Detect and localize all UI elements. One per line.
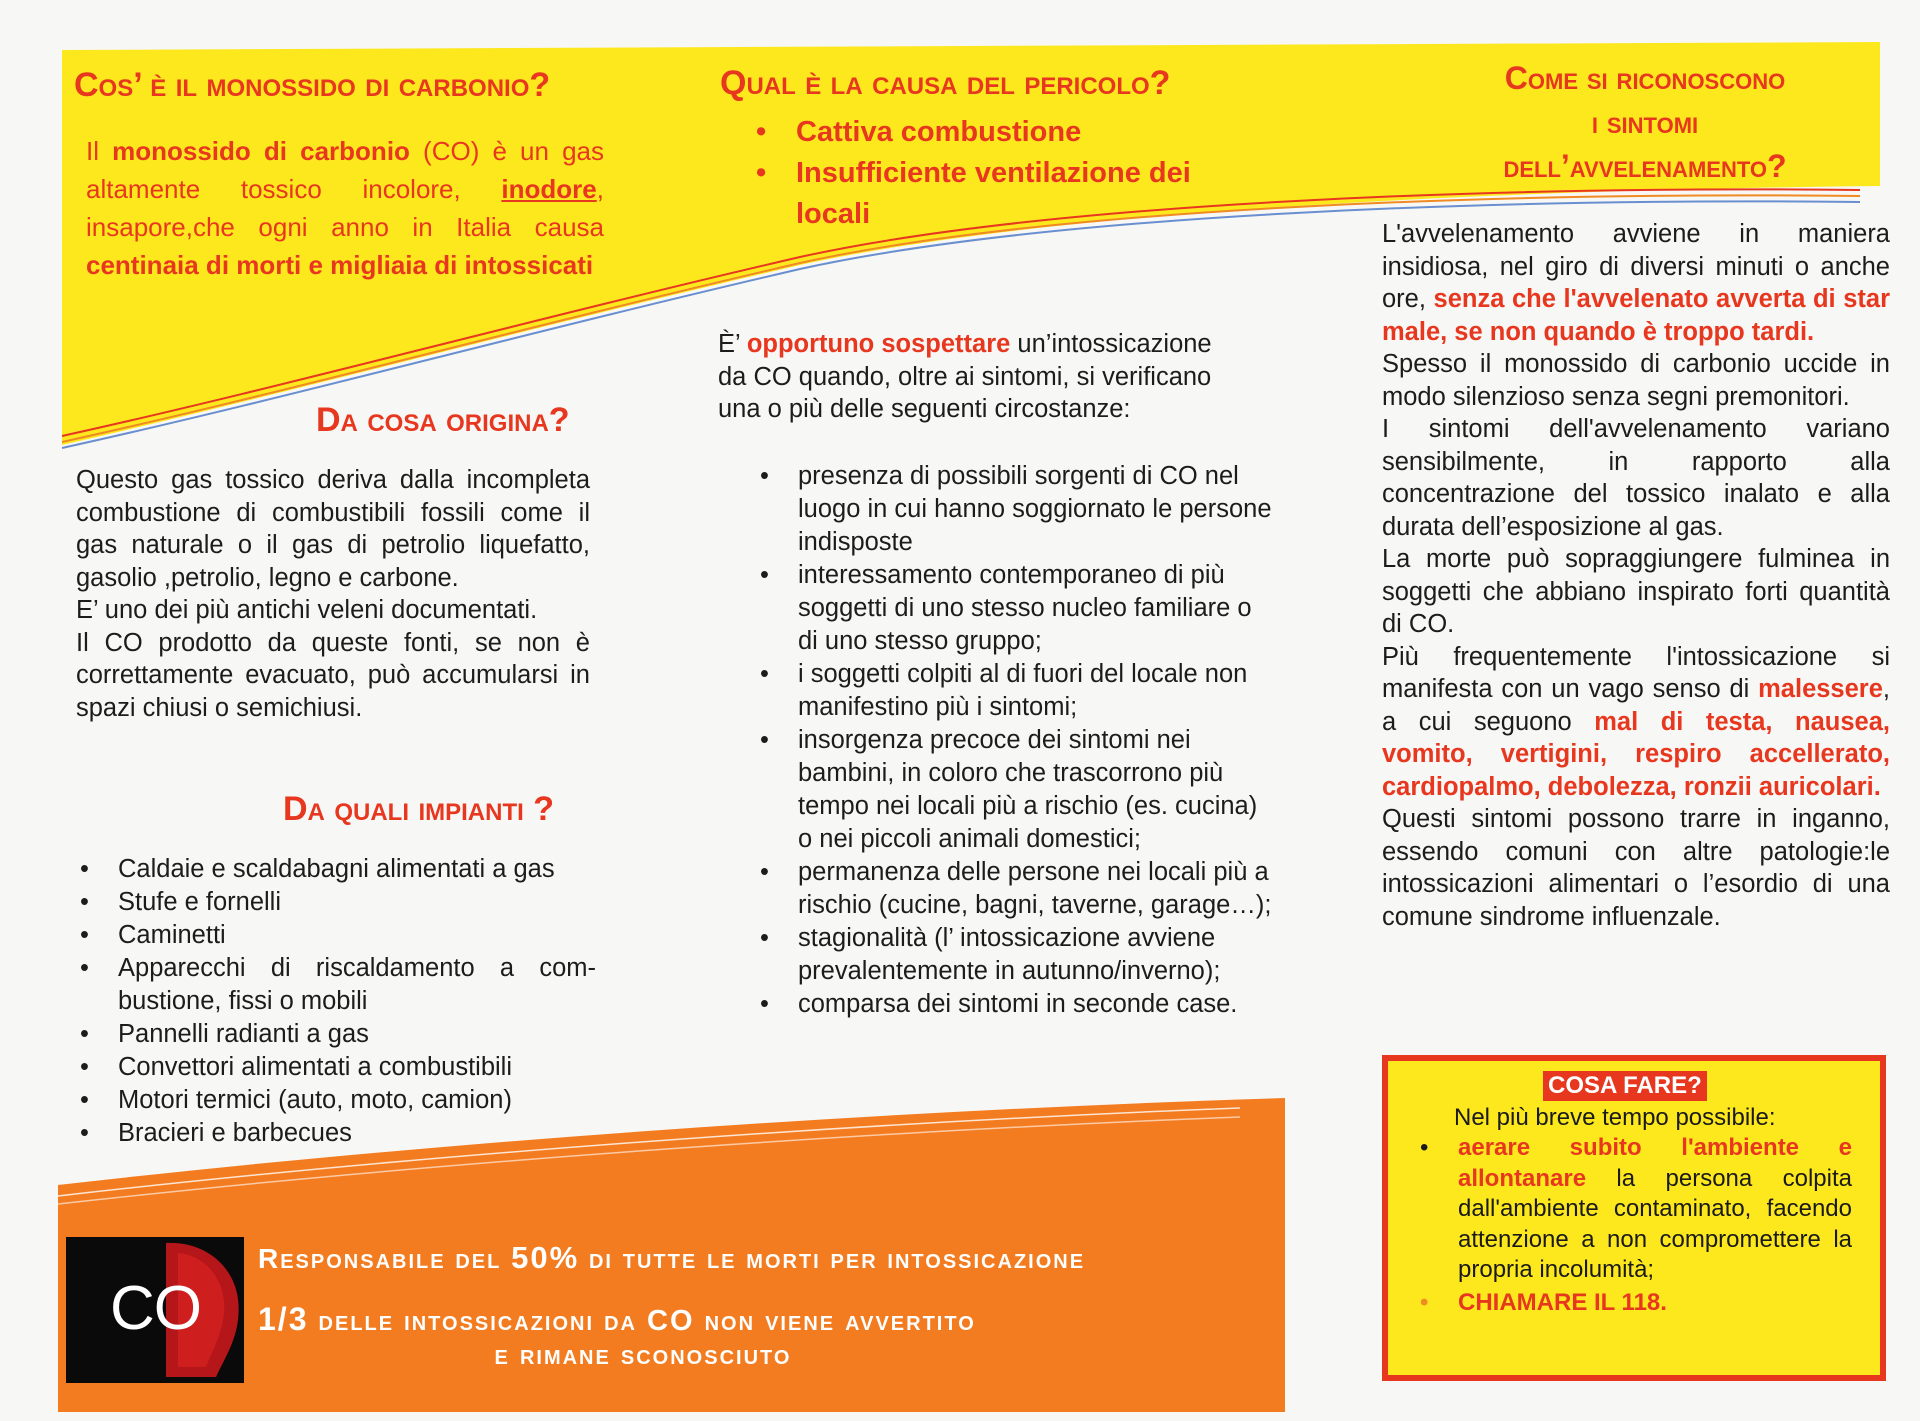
section2-title: Qual è la causa del pericolo? (720, 64, 1171, 102)
cosa-fare-box (1382, 1055, 1886, 1381)
list-item: • Caldaie e scaldabagni alimentati a gas (76, 853, 596, 886)
cosa-fare-list (1418, 1133, 1852, 1318)
list-item: • stagionalità (l’ intossicazione avviene prevalentemente in autunno/inverno); (756, 922, 1276, 988)
circostanze-list (756, 460, 1276, 1021)
list-item: • Convettori alimentati a combustibili (76, 1051, 596, 1084)
causes-list (750, 112, 1270, 235)
list-item: • CHIAMARE IL 118. (1418, 1288, 1852, 1319)
impianti-title: Da quali impianti ? (283, 790, 554, 828)
sintomi-text: L'avvelenamento avviene in maniera insidiosa, nel giro di diversi minuti o anche ore, senza che l'avvelenato avverta di star male, se non quando è troppo tardi. Spesso il monossido di carbonio uccide in modo silenzioso senza segni premonitori. I sintomi dell'avvelenamento variano sensibilmente, in rapporto alla concentrazione del tossico inalato e alla durata dell’esposizione al gas. La morte può sopraggiungere fulminea in soggetti che abbiano inspirato forti quantità di CO. Più frequentemente l'intossicazione si manifesta con un vago senso di malessere, a cui seguono mal di testa, nausea, vomito, vertigini, respiro accellerato, cardiopalmo, debolezza, ronzii auricolari. Questi sintomi possono trarre in inganno, essendo comuni con altre patologie:le intossicazioni alimentari o l’esordio di una comune sindrome influenzale. (1382, 220, 1890, 931)
list-item: • Insufficiente ventilazione dei locali (750, 153, 1270, 235)
list-item: • aerare subito l'ambiente e allontanare la persona colpita dall'ambiente contaminato, facendo attenzione a non compromettere la propria incolumità; (1418, 1133, 1852, 1286)
list-item: • Motori termici (auto, moto, camion) (76, 1084, 596, 1117)
list-item: • comparsa dei sintomi in seconde case. (756, 988, 1276, 1021)
list-item: • interessamento contemporaneo di più soggetti di uno stesso nucleo familiare o di uno stesso gruppo; (756, 559, 1276, 658)
co-logo-text: CO (110, 1274, 201, 1343)
cosa-fare-intro: Nel più breve tempo possibile: (1454, 1104, 1776, 1131)
list-item: • Caminetti (76, 919, 596, 952)
list-item: • insorgenza precoce dei sintomi nei bambini, in coloro che trascorrono più tempo nei locali più a rischio (es. cucina) o nei piccoli animali domestici; (756, 724, 1276, 856)
list-item: • i soggetti colpiti al di fuori del locale non manifestino più i sintomi; (756, 658, 1276, 724)
section1-title: Cos’ è il monossido di carbonio? (74, 66, 551, 104)
list-item: • Stufe e fornelli (76, 886, 596, 919)
footer-line2: 1/3 delle intossicazioni da CO non viene avvertito e rimane sconosciuto (258, 1301, 976, 1371)
section1-text: Il monossido di carbonio (CO) è un gas altamente tossico incolore, inodore, insapore,che ogni anno in Italia causa centinaia di morti e migliaia di intossicati (86, 136, 604, 280)
list-item: • presenza di possibili sorgenti di CO nel luogo in cui hanno soggiornato le persone indisposte (756, 460, 1276, 559)
cosa-fare-title: COSA FARE? (1543, 1071, 1707, 1101)
impianti-list (76, 853, 596, 1150)
section3-title: Come si riconoscono i sintomi dell’avvelenamento? (1503, 60, 1787, 184)
list-item: • Apparecchi di riscaldamento a com-bustione, fissi o mobili (76, 952, 596, 1018)
footer-line1: Responsabile del 50% di tutte le morti per intossicazione (258, 1240, 1086, 1275)
co-logo (66, 1237, 244, 1383)
origina-text: Questo gas tossico deriva dalla incompleta combustione di combustibili fossili come il gas naturale o il gas di petrolio liquefatto, gasolio ,petrolio, legno e carbone. E’ uno dei più antichi veleni documentati. Il CO prodotto da queste fonti, se non è correttamente evacuato, può accumularsi in spazi chiusi o semichiusi. (76, 466, 590, 722)
sospettare-intro: È’ opportuno sospettare un’intossicazione da CO quando, oltre ai sintomi, si verificano una o più delle seguenti circostanze: (718, 330, 1212, 423)
origina-title: Da cosa origina? (316, 401, 570, 439)
list-item: • Bracieri e barbecues (76, 1117, 596, 1150)
list-item: • Pannelli radianti a gas (76, 1018, 596, 1051)
list-item: • permanenza delle persone nei locali più a rischio (cucine, bagni, taverne, garage…); (756, 856, 1276, 922)
list-item: • Cattiva combustione (750, 112, 1270, 153)
